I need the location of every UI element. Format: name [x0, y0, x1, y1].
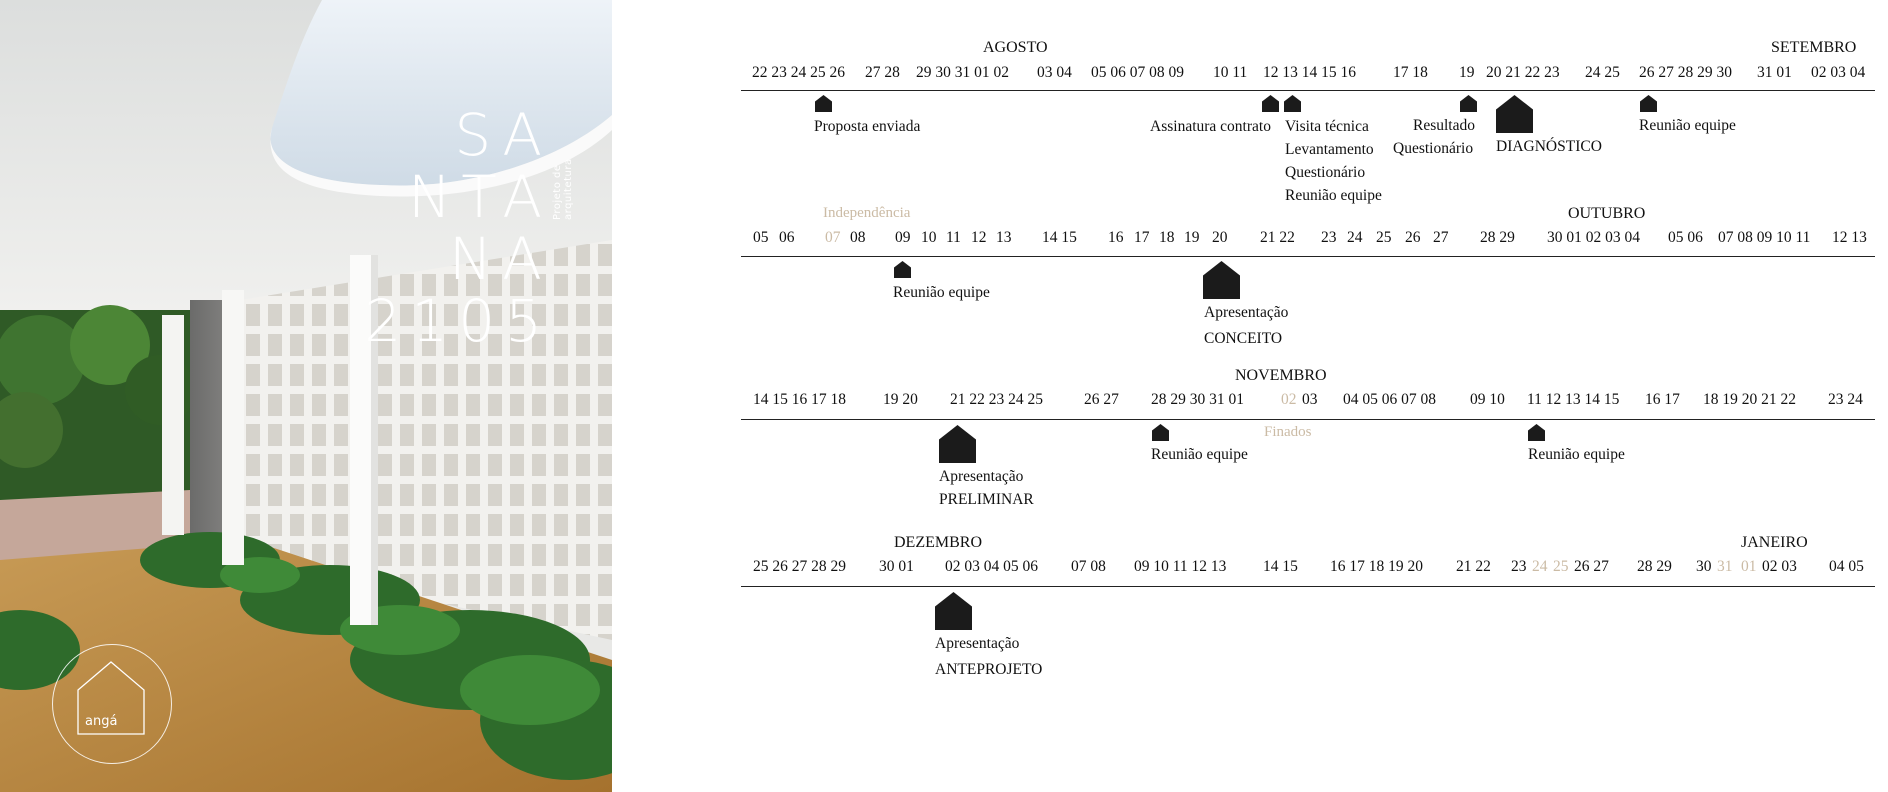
event-label: Reunião equipe — [1528, 446, 1625, 463]
event-label: Apresentação — [939, 468, 1024, 485]
day: 13 — [996, 229, 1012, 246]
day: 11 — [946, 229, 961, 246]
day-group: 21 22 — [1456, 558, 1491, 575]
day-group: 14 15 — [1042, 229, 1077, 246]
milestone-marker-small — [894, 261, 911, 278]
day-group: 02 03 — [1762, 558, 1797, 575]
day: 12 — [971, 229, 987, 246]
event-label: Levantamento — [1285, 141, 1374, 158]
event-label: Proposta enviada — [814, 118, 921, 135]
day: 26 — [1405, 229, 1421, 246]
event-label: Apresentação — [935, 635, 1020, 652]
day-group: 23 24 — [1828, 391, 1863, 408]
day: 23 — [1321, 229, 1337, 246]
milestone-marker-large — [939, 425, 976, 463]
day-group: 14 15 16 17 18 — [753, 391, 846, 408]
milestone-marker-small — [1262, 95, 1279, 112]
day: 27 — [1433, 229, 1449, 246]
milestone-marker-small — [1152, 424, 1169, 441]
event-label: Reunião equipe — [1285, 187, 1382, 204]
milestone-marker-large — [1496, 95, 1533, 133]
cover-subtitle: Projeto de arquitetura — [552, 158, 574, 220]
event-label: Resultado — [1413, 117, 1475, 134]
day: 25 — [1376, 229, 1392, 246]
day-group: 26 27 28 29 30 — [1639, 64, 1732, 81]
day-group: 26 27 — [1084, 391, 1119, 408]
day-group: 21 22 — [1260, 229, 1295, 246]
day-group: 31 01 — [1757, 64, 1792, 81]
day-group: 21 22 23 24 25 — [950, 391, 1043, 408]
day-group: 30 01 02 03 04 — [1547, 229, 1640, 246]
day: 16 — [1108, 229, 1124, 246]
day-group: 05 06 07 08 09 — [1091, 64, 1184, 81]
day: 08 — [850, 229, 866, 246]
day-group: 07 08 — [1071, 558, 1106, 575]
day: 17 — [1134, 229, 1150, 246]
month-label: JANEIRO — [1741, 534, 1808, 551]
cover-photo — [0, 0, 612, 792]
milestone-marker-small — [1528, 424, 1545, 441]
day: 09 — [895, 229, 911, 246]
timeline-axis — [741, 419, 1875, 420]
title-line-3: NA — [448, 225, 552, 293]
day-group: 19 20 — [883, 391, 918, 408]
month-label: AGOSTO — [983, 39, 1048, 56]
month-label: SETEMBRO — [1771, 39, 1857, 56]
milestone-marker-small — [1640, 95, 1657, 112]
day-group: 24 25 — [1585, 64, 1620, 81]
milestone-marker-large — [1203, 261, 1240, 299]
holiday-label: Independência — [823, 205, 911, 221]
month-label: OUTUBRO — [1568, 205, 1646, 222]
day-group: 29 30 31 01 02 — [916, 64, 1009, 81]
day: 06 — [779, 229, 795, 246]
day: 03 — [1302, 391, 1318, 408]
day-group: 28 29 30 31 01 — [1151, 391, 1244, 408]
day-group: 22 23 24 25 26 — [752, 64, 845, 81]
milestone-marker-small — [815, 95, 832, 112]
day: 10 — [921, 229, 937, 246]
day: 19 — [1184, 229, 1200, 246]
event-label: Reunião equipe — [893, 284, 990, 301]
event-label: Assinatura contrato — [1150, 118, 1271, 135]
day-group: 30 01 — [879, 558, 914, 575]
day: 23 — [1511, 558, 1527, 575]
day: 20 — [1212, 229, 1228, 246]
day-group: 09 10 11 12 13 — [1134, 558, 1227, 575]
day-group: 03 04 — [1037, 64, 1072, 81]
day-group: 04 05 — [1829, 558, 1864, 575]
day-group: 02 03 04 — [1811, 64, 1866, 81]
title-line-2: NTA — [408, 163, 552, 231]
day-group: 25 26 27 28 29 — [753, 558, 846, 575]
logo-text: angá — [85, 714, 118, 729]
timeline-axis — [741, 90, 1875, 91]
day-group: 14 15 — [1263, 558, 1298, 575]
day-group: 28 29 — [1637, 558, 1672, 575]
title-line-1: SA — [454, 101, 552, 169]
milestone-marker-small — [1284, 95, 1301, 112]
event-label: ANTEPROJETO — [935, 661, 1043, 678]
day-group: 17 18 — [1393, 64, 1428, 81]
day-group: 28 29 — [1480, 229, 1515, 246]
day-holiday: 24 — [1532, 558, 1548, 575]
day-holiday: 07 — [825, 229, 841, 246]
milestone-marker-small — [1460, 95, 1477, 112]
day-holiday: 02 — [1281, 391, 1297, 408]
day-group: 18 19 20 21 22 — [1703, 391, 1796, 408]
event-label: Apresentação — [1204, 304, 1289, 321]
day: 05 — [753, 229, 769, 246]
day-group: 16 17 18 19 20 — [1330, 558, 1423, 575]
event-label: DIAGNÓSTICO — [1496, 138, 1602, 155]
event-label: Reunião equipe — [1639, 117, 1736, 134]
day-group: 12 13 14 15 16 — [1263, 64, 1356, 81]
day-group: 20 21 22 23 — [1486, 64, 1560, 81]
day: 24 — [1347, 229, 1363, 246]
day-group: 16 17 — [1645, 391, 1680, 408]
event-label: CONCEITO — [1204, 330, 1283, 347]
title-line-4: 2105 — [364, 287, 552, 355]
day-group: 09 10 — [1470, 391, 1505, 408]
day-group: 07 08 09 10 11 — [1718, 229, 1811, 246]
day-group: 26 27 — [1574, 558, 1609, 575]
day-holiday: 31 — [1717, 558, 1733, 575]
day-group: 05 06 — [1668, 229, 1703, 246]
event-label: Reunião equipe — [1151, 446, 1248, 463]
day-group: 27 28 — [865, 64, 900, 81]
timeline-axis — [741, 256, 1875, 257]
event-label: PRELIMINAR — [939, 491, 1034, 508]
milestone-marker-large — [935, 592, 972, 630]
day-holiday: 01 — [1741, 558, 1757, 575]
month-label: NOVEMBRO — [1235, 367, 1327, 384]
event-label: Visita técnica — [1285, 118, 1369, 135]
day: 30 — [1696, 558, 1712, 575]
day-holiday: 25 — [1553, 558, 1569, 575]
day-group: 19 — [1459, 64, 1475, 81]
timeline-axis — [741, 586, 1875, 587]
month-label: DEZEMBRO — [894, 534, 982, 551]
day: 18 — [1159, 229, 1175, 246]
day-group: 10 11 — [1213, 64, 1248, 81]
day-group: 04 05 06 07 08 — [1343, 391, 1436, 408]
day-group: 11 12 13 14 15 — [1527, 391, 1620, 408]
holiday-label: Finados — [1264, 424, 1312, 440]
event-label: Questionário — [1285, 164, 1366, 181]
day-group: 02 03 04 05 06 — [945, 558, 1038, 575]
event-label: Questionário — [1393, 140, 1474, 157]
day-group: 12 13 — [1832, 229, 1867, 246]
